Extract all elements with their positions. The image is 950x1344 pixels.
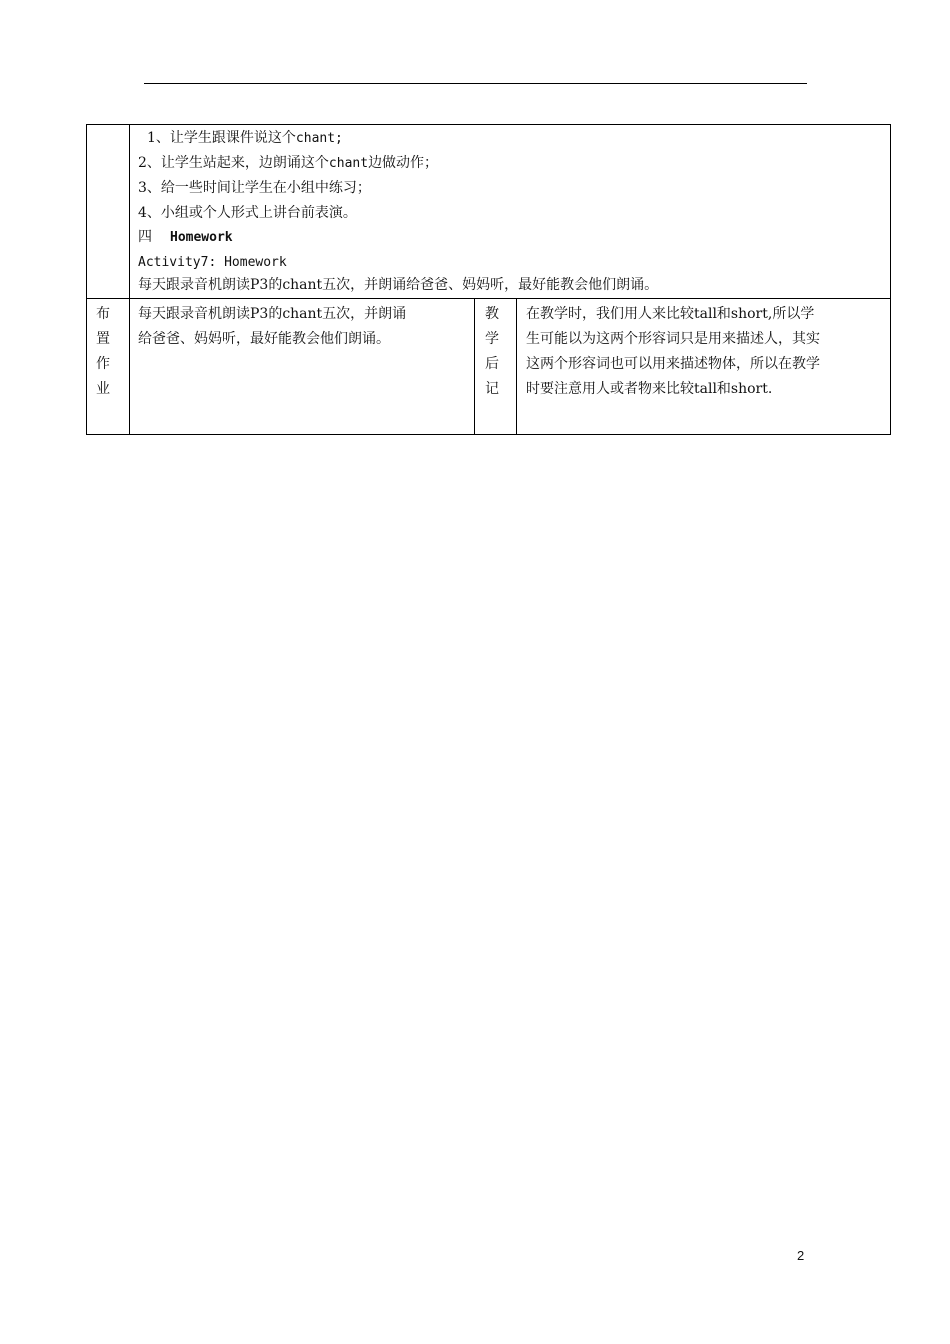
label-char: 置 xyxy=(96,331,110,347)
section-heading: 四 Homework xyxy=(138,229,233,245)
homework-line: 每天跟录音机朗读P3的chant五次，并朗诵给爸爸、妈妈听，最好能教会他们朗诵。 xyxy=(138,277,659,293)
table-border-top xyxy=(86,124,891,125)
table-border-left xyxy=(86,124,87,435)
homework-cell-line: 每天跟录音机朗读P3的chant五次，并朗诵 xyxy=(138,306,407,322)
label-char: 作 xyxy=(96,356,110,372)
label-char: 后 xyxy=(485,356,499,372)
step-1: 1、让学生跟课件说这个chant; xyxy=(147,130,343,146)
header-rule xyxy=(144,83,807,84)
row-divider xyxy=(86,298,891,299)
step-2: 2、让学生站起来，边朗诵这个chant边做动作； xyxy=(138,155,439,171)
notes-line: 这两个形容词也可以用来描述物体，所以在教学 xyxy=(526,356,820,372)
step-3: 3、给一些时间让学生在小组中练习； xyxy=(138,180,371,196)
activity-label: Activity7: Homework xyxy=(138,255,287,270)
notes-line: 在教学时，我们用人来比较tall和short,所以学 xyxy=(526,306,815,322)
label-char: 教 xyxy=(485,306,499,322)
notes-line: 时要注意用人或者物来比较tall和short. xyxy=(526,381,773,397)
page-number: 2 xyxy=(797,1248,805,1263)
col-divider-1 xyxy=(129,124,130,435)
table-border-bottom xyxy=(86,434,891,435)
col-divider-3 xyxy=(516,298,517,435)
label-char: 布 xyxy=(96,306,110,322)
table-border-right xyxy=(890,124,891,435)
homework-cell-line: 给爸爸、妈妈听，最好能教会他们朗诵。 xyxy=(138,331,390,347)
notes-line: 生可能以为这两个形容词只是用来描述人，其实 xyxy=(526,331,820,347)
label-char: 学 xyxy=(485,331,499,347)
step-4: 4、小组或个人形式上讲台前表演。 xyxy=(138,205,357,221)
label-char: 业 xyxy=(96,381,110,397)
lesson-table xyxy=(86,124,891,435)
col-divider-2 xyxy=(474,298,475,435)
label-char: 记 xyxy=(485,381,499,397)
